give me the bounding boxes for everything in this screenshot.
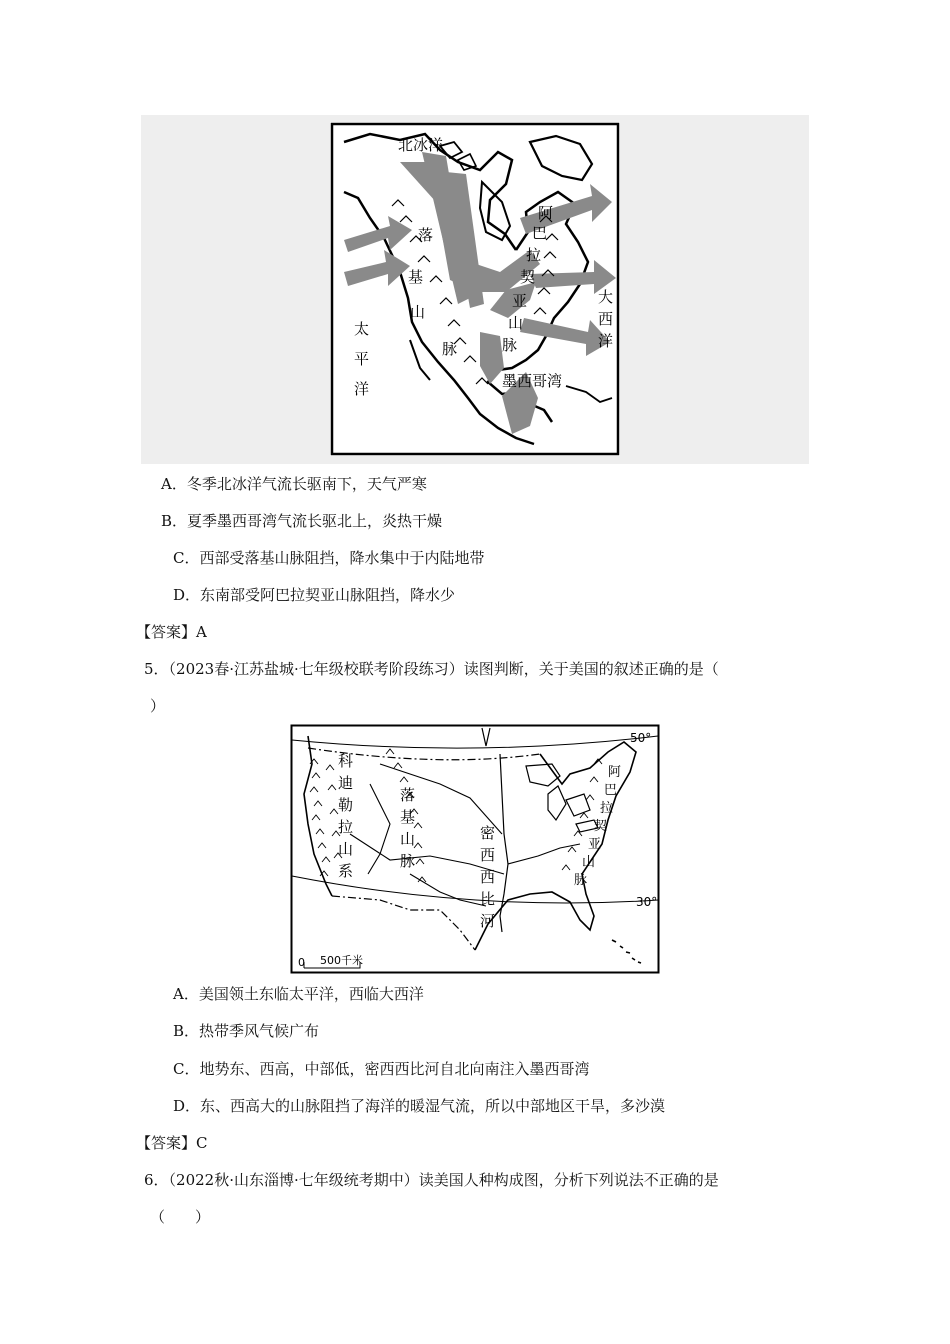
svg-text:山: 山 — [410, 303, 426, 321]
q5-answer: 【答案】C — [136, 1134, 208, 1152]
label-mississippi-river — [480, 824, 495, 930]
svg-text:大: 大 — [598, 288, 614, 306]
label-arctic-ocean: 北冰洋 — [398, 136, 444, 154]
q6-stem: 6．（2022秋·山东淄博·七年级统考期中）读美国人种构成图，分析下列说法不正确的是 — [144, 1171, 719, 1189]
svg-text:西: 西 — [598, 310, 614, 328]
svg-text:契: 契 — [594, 819, 608, 834]
svg-text:契: 契 — [520, 268, 536, 286]
q5-option-b: B．热带季风气候广布 — [173, 1022, 320, 1040]
label-gulf-of-mexico: 墨西哥湾 — [502, 372, 563, 390]
svg-text:落: 落 — [400, 786, 416, 804]
q5-option-c: C．地势东、西高，中部低，密西西比河自北向南注入墨西哥湾 — [173, 1060, 590, 1078]
svg-text:科: 科 — [338, 752, 354, 770]
q5-stem-cont: ） — [150, 697, 166, 715]
q5-option-d: D．东、西高大的山脉阻挡了海洋的暖湿气流，所以中部地区干旱，多沙漠 — [173, 1097, 666, 1115]
q4-answer: 【答案】A — [136, 623, 207, 641]
svg-text:太: 太 — [354, 320, 370, 338]
svg-text:山: 山 — [400, 830, 416, 848]
q5-option-a: A．美国领土东临太平洋，西临大西洋 — [173, 985, 424, 1003]
svg-text:巴: 巴 — [604, 783, 618, 798]
svg-text:基: 基 — [408, 268, 424, 286]
svg-text:山: 山 — [338, 840, 354, 858]
svg-text:比: 比 — [480, 890, 496, 908]
svg-text:河: 河 — [480, 912, 496, 930]
svg-text:西: 西 — [480, 846, 496, 864]
svg-text:系: 系 — [338, 862, 354, 880]
q4-option-a: A．冬季北冰洋气流长驱南下，天气严寒 — [161, 475, 427, 493]
svg-text:洋: 洋 — [598, 332, 614, 350]
svg-text:基: 基 — [400, 808, 416, 826]
svg-text:阿: 阿 — [538, 204, 554, 222]
q6-stem-cont: （ ） — [150, 1208, 211, 1226]
q4-option-b: B．夏季墨西哥湾气流长驱北上，炎热干燥 — [161, 512, 443, 530]
q4-option-d: D．东南部受阿巴拉契亚山脉阻挡，降水少 — [173, 586, 456, 604]
svg-text:拉: 拉 — [600, 801, 614, 816]
svg-text:落: 落 — [418, 226, 434, 244]
svg-text:亚: 亚 — [512, 292, 528, 310]
svg-text:山: 山 — [582, 855, 596, 870]
svg-text:平: 平 — [354, 350, 370, 368]
svg-text:拉: 拉 — [338, 818, 354, 836]
svg-text:0: 0 — [298, 956, 305, 969]
north-america-airflow-map — [330, 122, 620, 456]
label-lat-30: 30° — [636, 895, 658, 909]
label-atlantic-ocean — [598, 288, 613, 350]
svg-text:亚: 亚 — [588, 837, 602, 852]
svg-text:脉: 脉 — [442, 340, 458, 358]
svg-text:阿: 阿 — [608, 765, 622, 780]
svg-text:巴: 巴 — [532, 224, 548, 242]
svg-text:西: 西 — [480, 868, 496, 886]
label-pacific-ocean — [354, 320, 369, 398]
svg-text:洋: 洋 — [354, 380, 370, 398]
svg-text:迪: 迪 — [338, 774, 354, 792]
svg-text:脉: 脉 — [574, 873, 588, 888]
svg-text:山: 山 — [508, 314, 524, 332]
svg-text:脉: 脉 — [400, 852, 416, 870]
svg-text:500千米: 500千米 — [320, 954, 363, 967]
svg-text:密: 密 — [480, 824, 496, 842]
label-lat-50: 50° — [630, 731, 652, 745]
usa-topography-map — [290, 724, 660, 974]
q4-option-c: C．西部受落基山脉阻挡，降水集中于内陆地带 — [173, 549, 485, 567]
q5-stem: 5．（2023春·江苏盐城·七年级校联考阶段练习）读图判断，关于美国的叙述正确的是（ — [144, 660, 719, 678]
svg-text:脉: 脉 — [502, 336, 518, 354]
svg-text:勒: 勒 — [338, 796, 354, 814]
svg-text:拉: 拉 — [526, 246, 542, 264]
